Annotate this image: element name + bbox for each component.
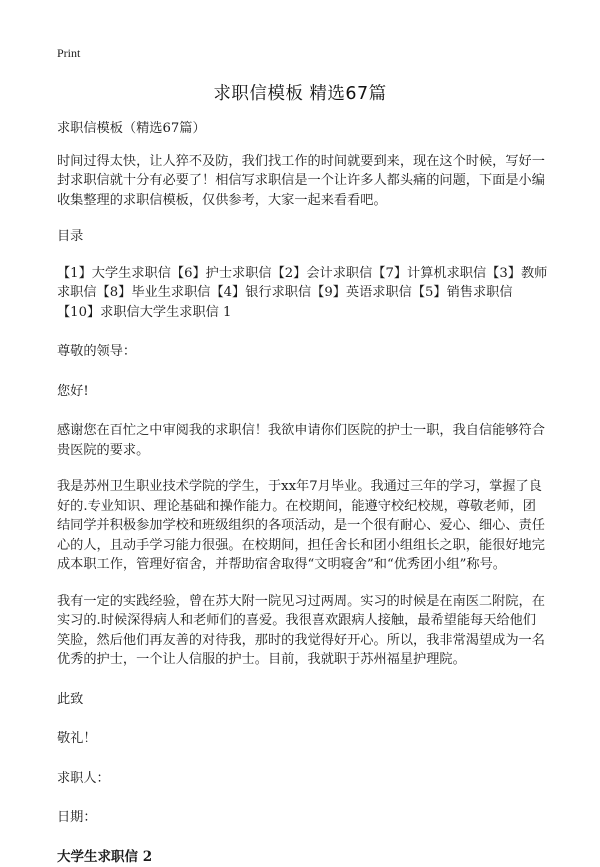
body-paragraph-1: 感谢您在百忙之中审阅我的求职信！我欲申请你们医院的护士一职，我自信能够符合贵医院的要求。 xyxy=(57,421,549,460)
date-line: 日期： xyxy=(57,808,549,828)
greeting: 您好! xyxy=(57,382,549,402)
document-title: 求职信模板 精选67篇 xyxy=(0,80,600,105)
toc-heading: 目录 xyxy=(57,227,549,247)
body-paragraph-2: 我是苏州卫生职业技术学院的学生，于xx年7月毕业。我通过三年的学习，掌握了良好的.专业知识、理论基础和操作能力。在校期间，能遵守校纪校规，尊敬老师，团结同学并积极参加学校和班级组织的各项活动，是一个很有耐心、爱心、细心、责任心的人，且动手学习能力很强。在校期间，担任舍长和团小组组长之职，能很好地完成本职工作，管理好宿舍，并帮助宿舍取得“文明寝舍”和“优秀团小组”称号。 xyxy=(57,477,549,575)
next-section-heading: 大学生求职信 2 xyxy=(57,848,549,867)
document-subtitle: 求职信模板（精选67篇） xyxy=(57,119,549,139)
closing-line-2: 敬礼！ xyxy=(57,729,549,749)
document-body xyxy=(57,119,549,867)
intro-paragraph: 时间过得太快，让人猝不及防，我们找工作的时间就要到来，现在这个时候，写好一封求职信就十分有必要了！相信写求职信是一个让许多人都头痛的问题，下面是小编收集整理的求职信模板，仅供参考，大家一起来看看吧。 xyxy=(57,152,549,211)
print-label: Print xyxy=(57,46,80,61)
applicant-line: 求职人： xyxy=(57,769,549,789)
closing-line-1: 此致 xyxy=(57,690,549,710)
salutation: 尊敬的领导： xyxy=(57,342,549,362)
body-paragraph-3: 我有一定的实践经验，曾在苏大附一院见习过两周。实习的时候是在南医二附院，在实习的.时候深得病人和老师们的喜爱。我很喜欢跟病人接触，最希望能每天给他们笑脸，然后他们再友善的对待我，那时的我觉得好开心。所以，我非常渴望成为一名优秀的护士，一个让人信服的护士。目前，我就职于苏州福星护理院。 xyxy=(57,592,549,670)
toc-list: 【1】大学生求职信【6】护士求职信【2】会计求职信【7】计算机求职信【3】教师求职信【8】毕业生求职信【4】银行求职信【9】英语求职信【5】销售求职信【10】求职信大学生求职信 1 xyxy=(57,264,549,323)
